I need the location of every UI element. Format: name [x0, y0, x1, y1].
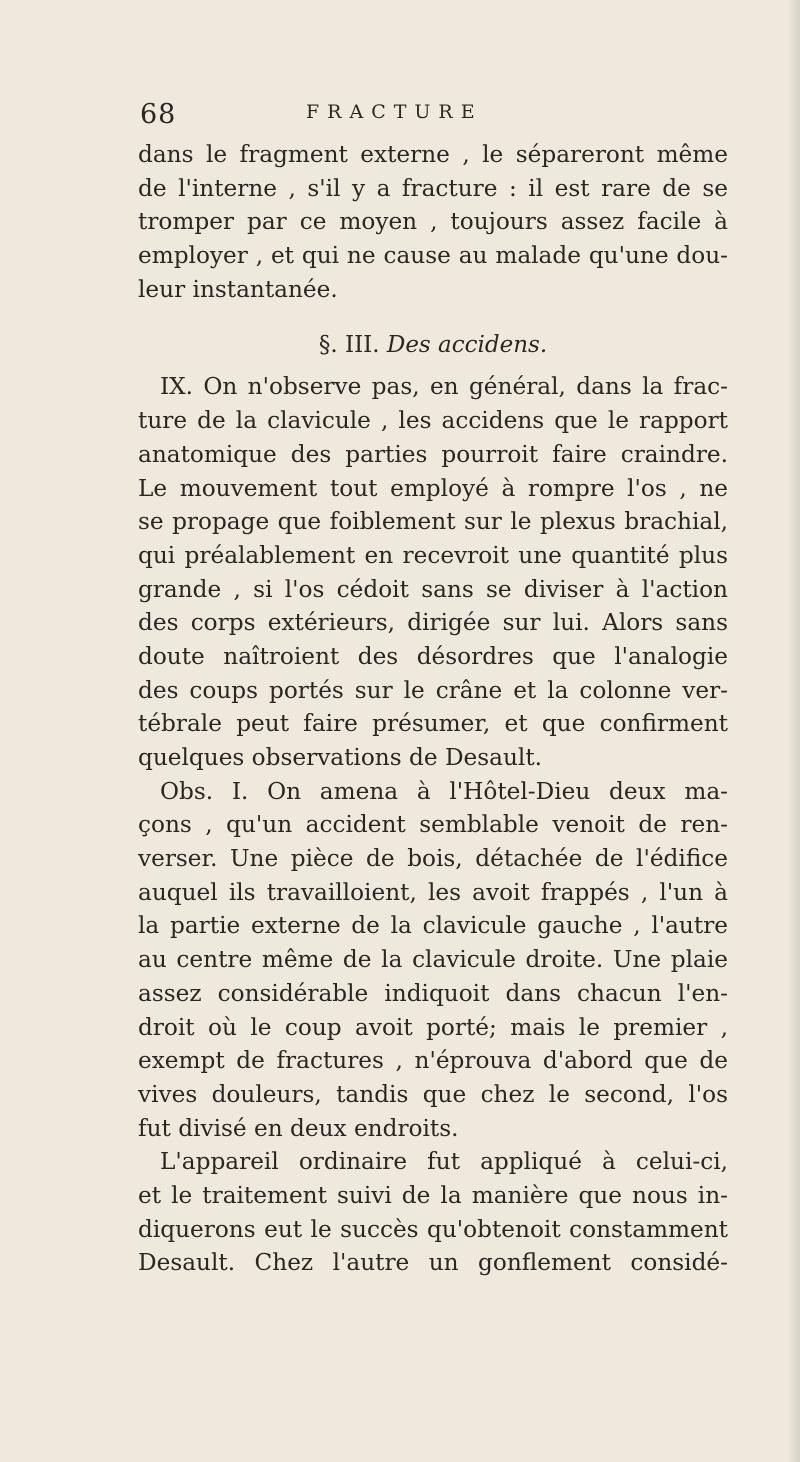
text-line: vives douleurs, tandis que chez le second, l'os: [138, 1080, 728, 1108]
page-body: [138, 138, 728, 1280]
text-line: diquerons eut le succès qu'obtenoit constamment: [138, 1215, 728, 1243]
text-line: doute naîtroient des désordres que l'analogie: [138, 642, 728, 670]
section-heading: [138, 320, 728, 370]
text-line: ture de la clavicule , les accidens que le rapport: [138, 407, 728, 435]
text-line: tébrale peut faire présumer, et que confirment: [138, 710, 728, 738]
text-line: dans le fragment externe , le sépareront même: [138, 141, 728, 168]
text-line: Desault. Chez l'autre un gonflement considé-: [138, 1249, 728, 1277]
page-number: 68: [140, 99, 177, 130]
text-line: IX. On n'observe pas, en général, dans la frac-: [160, 373, 728, 401]
text-line: la partie externe de la clavicule gauche , l'autre: [138, 912, 728, 940]
page-edge-shadow: [786, 0, 800, 1462]
section-number: §. III.: [318, 332, 380, 359]
text-line: L'appareil ordinaire fut appliqué à celui-ci,: [160, 1148, 728, 1176]
paragraph-1: [138, 138, 728, 306]
text-line: tromper par ce moyen , toujours assez facile à: [138, 208, 728, 236]
text-line: qui préalablement en recevroit une quantité plus: [138, 541, 728, 569]
text-line: employer , et qui ne cause au malade qu'une dou-: [138, 242, 728, 270]
section-title: Des accidens.: [386, 332, 548, 359]
text-line: assez considérable indiquoit dans chacun l'en-: [138, 979, 728, 1007]
text-line: de l'interne , s'il y a fracture : il est rare de se: [138, 174, 728, 202]
running-title: FRACTURE: [306, 101, 483, 123]
text-line: au centre même de la clavicule droite. Une plaie: [138, 946, 728, 974]
text-line: droit où le coup avoit porté; mais le premier ,: [138, 1013, 728, 1041]
text-line: Le mouvement tout employé à rompre l'os , ne: [138, 474, 728, 502]
text-line: exempt de fractures , n'éprouva d'abord que de: [138, 1047, 728, 1075]
running-head: [140, 99, 720, 133]
text-line: des corps extérieurs, dirigée sur lui. Alors sans: [138, 609, 728, 637]
text-line: leur instantanée.: [138, 275, 338, 303]
text-line: des coups portés sur le crâne et la colonne ver-: [138, 676, 728, 704]
text-line: et le traitement suivi de la manière que nous in-: [138, 1181, 728, 1209]
text-line: se propage que foiblement sur le plexus brachial,: [138, 508, 728, 536]
paragraph-3: [138, 775, 728, 1146]
paragraph-2: [138, 370, 728, 774]
paragraph-4: [138, 1145, 728, 1280]
text-line: verser. Une pièce de bois, détachée de l'édifice: [138, 845, 728, 873]
text-line: quelques observations de Desault.: [138, 744, 543, 771]
text-line: grande , si l'os cédoit sans se diviser à l'action: [138, 575, 728, 603]
text-line: auquel ils travailloient, les avoit frappés , l'un à: [138, 878, 728, 906]
text-line: fut divisé en deux endroits.: [138, 1114, 459, 1142]
text-line: anatomique des parties pourroit faire craindre.: [138, 440, 728, 468]
text-line: çons , qu'un accident semblable venoit de ren-: [138, 811, 728, 839]
text-line: Obs. I. On amena à l'Hôtel-Dieu deux ma-: [160, 777, 728, 805]
